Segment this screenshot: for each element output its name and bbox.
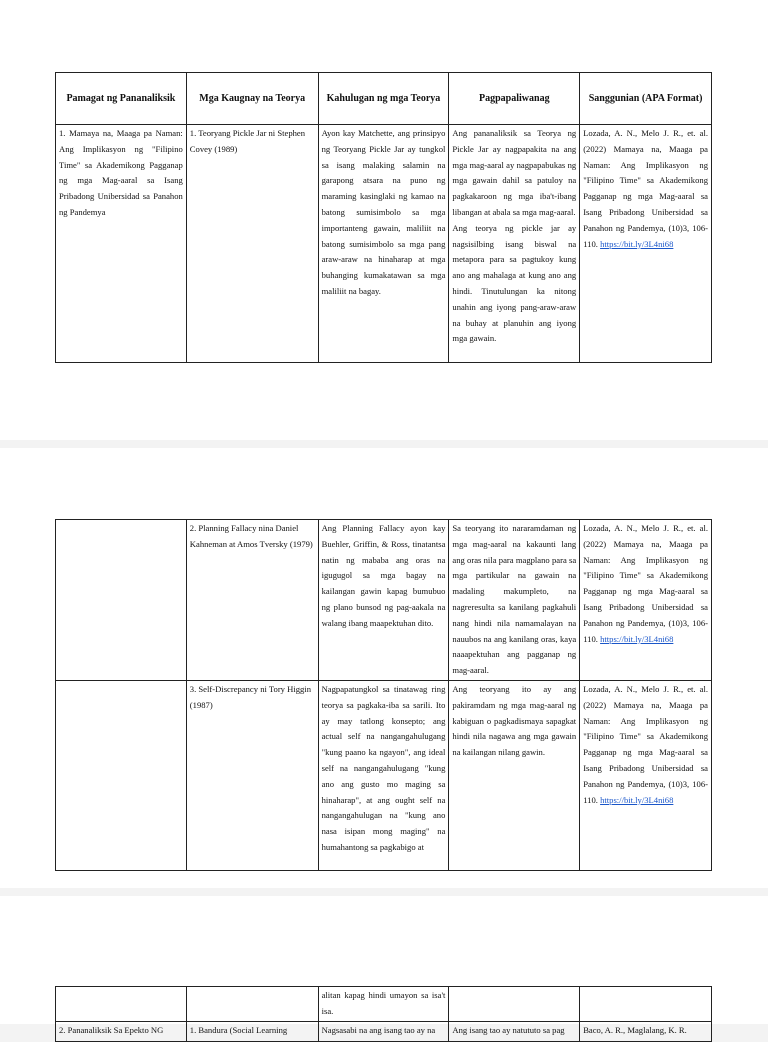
research-title-cell — [56, 680, 187, 870]
reference-cell — [580, 987, 712, 1022]
theory-table-page-1 — [55, 72, 712, 363]
reference-cell — [580, 125, 712, 363]
explanation-cell — [449, 125, 580, 363]
header-pamagat: Pamagat ng Pananaliksik — [56, 73, 187, 125]
theory-cell: 1. Bandura (Social Learning — [186, 1021, 318, 1041]
theory-cell: 3. Self-Discrepancy ni Tory Higgin (1987) — [186, 680, 318, 870]
reference-link[interactable]: https://bit.ly/3L4ni68 — [600, 238, 674, 249]
research-title-cell — [56, 520, 187, 681]
research-title-cell — [56, 987, 187, 1022]
theory-table-page-3 — [55, 986, 712, 1042]
reference-text: Lozada, A. N., Melo J. R., et. al. (2022) Mamaya na, Maaga pa Naman: Ang Implikasyon ng "Filipino Time" sa Akademikong Pagganap ng mga Mag-aaral sa Isang Pribadong Unibersidad sa Panahon ng Pandemya, (10)3, 106-110. — [583, 523, 708, 644]
reference-link[interactable]: https://bit.ly/3L4ni68 — [600, 633, 674, 644]
table-row — [56, 125, 712, 363]
meaning-cell: Nagsasabi na ang isang tao ay na — [318, 1021, 449, 1041]
table-row — [56, 1021, 712, 1041]
reference-cell: Baco, A. R., Maglalang, K. R. — [580, 1021, 712, 1041]
header-pagpapaliwanag: Pagpapaliwanag — [449, 73, 580, 125]
theory-table-page-2 — [55, 519, 712, 871]
research-title-cell: 2. Pananaliksik Sa Epekto NG — [56, 1021, 187, 1041]
reference-link[interactable]: https://bit.ly/3L4ni68 — [600, 794, 674, 805]
table-row — [56, 680, 712, 870]
theory-cell: 1. Teoryang Pickle Jar ni Stephen Covey (1989) — [186, 125, 318, 363]
theory-cell: 2. Planning Fallacy nina Daniel Kahneman at Amos Tversky (1979) — [186, 520, 318, 681]
reference-text: Lozada, A. N., Melo J. R., et. al. (2022) Mamaya na, Maaga pa Naman: Ang Implikasyon ng "Filipino Time" sa Akademikong Pagganap ng mga Mag-aaral sa Isang Pribadong Unibersidad sa Panahon ng Pandemya, (10)3, 106-110. — [583, 683, 708, 805]
document-page-2 — [0, 448, 768, 888]
theory-cell — [186, 987, 318, 1022]
document-page-3 — [0, 896, 768, 1035]
explanation-cell: Sa teoryang ito nararamdaman ng mga mag-aaral na kakaunti lang ang oras nila para magplano para sa mga partikular na gawain na madaling makumpleto, na nagreresulta sa kanilang pagkahuli nang hindi nila namamalayan na nauubos na ang kanilang oras, kaya naaapektuhan ang pagganap ng mag-aaral. — [449, 520, 580, 681]
reference-cell — [580, 680, 712, 870]
document-page-1 — [0, 0, 768, 440]
reference-cell — [580, 520, 712, 681]
explanation-cell: Ang isang tao ay natututo sa pag — [449, 1021, 580, 1041]
header-teorya: Mga Kaugnay na Teorya — [186, 73, 318, 125]
meaning-cell: alitan kapag hindi umayon sa isa't isa. — [318, 987, 449, 1022]
header-sanggunian: Sanggunian (APA Format) — [580, 73, 712, 125]
table-header-row — [56, 73, 712, 125]
meaning-cell: Ayon kay Matchette, ang prinsipyo ng Teoryang Pickle Jar ay tungkol sa isang malaking salamin na garapong atsara na puno ng maraming kasinglaki ng kamao na batong sumisimbolo sa mga importanteng gawain, maliliit na batong sumisimbolo sa mga pang araw-araw na hinaharap at mga buhanging kumakatawan sa mga maliliit na bagay. — [318, 125, 449, 363]
meaning-cell: Nagpapatungkol sa tinatawag ring teorya sa pagkaka-iba sa sarili. Ito ay may tatlong konsepto; ang actual self na nangangahulugang "kung paano ka ngayon", ang ideal self na nangangahulugang "kung ano ang gusto mo maging sa hinaharap", at ang ought self na nangangahulugan na "kung ano nasa isipan mong maging" na humahantong sa pagkabigo at — [318, 680, 449, 870]
explanation-cell — [449, 987, 580, 1022]
header-kahulugan: Kahulugan ng mga Teorya — [318, 73, 449, 125]
reference-text: Lozada, A. N., Melo J. R., et. al. (2022) Mamaya na, Maaga pa Naman: Ang Implikasyon ng "Filipino Time" sa Akademikong Pagganap ng mga Mag-aaral sa Isang Pribadong Unibersidad sa Panahon ng Pandemya, (10)3, 106-110. — [583, 128, 708, 249]
table-row — [56, 987, 712, 1022]
explanation-text: Ang pananaliksik sa Teorya ng Pickle Jar ay nagpapakita na ang mga mag-aaral ay nagpapabukas ng mga gawain dahil sa patuloy na pagkakaroon ng mga iba't-ibang libangan at abala sa mga mag-aaral. Ang teorya ng pickle jar ay nagsisilbing isang biswal na metapora para sa pagtukoy kung ano ang mahalaga at kung ano ang hindi. Tinutulungan ka nitong unahin ang iyong pang-araw-araw na buhay at planuhin ang iyong mga gawain. — [452, 128, 577, 344]
research-title-cell: 1. Mamaya na, Maaga pa Naman: Ang Implikasyon ng "Filipino Time" sa Akademikong Pagganap ng mga Mag-aaral sa Isang Pribadong Unibersidad sa Panahon ng Pandemya — [56, 125, 187, 363]
explanation-cell: Ang teoryang ito ay ang pakiramdam ng mga mag-aaral ng kabiguan o pagkadismaya sapagkat hindi nila nagawa ang mga gawain na kailangan nilang gawin. — [449, 680, 580, 870]
table-row — [56, 520, 712, 681]
meaning-cell: Ang Planning Fallacy ayon kay Buehler, Griffin, & Ross, tinatantsa natin ng mababa ang oras na igugugol sa mga bagay na kailangan gawin kapag bumubuo ng plano bunsod ng pag-aakala na walang ibang maapektuhan dito. — [318, 520, 449, 681]
